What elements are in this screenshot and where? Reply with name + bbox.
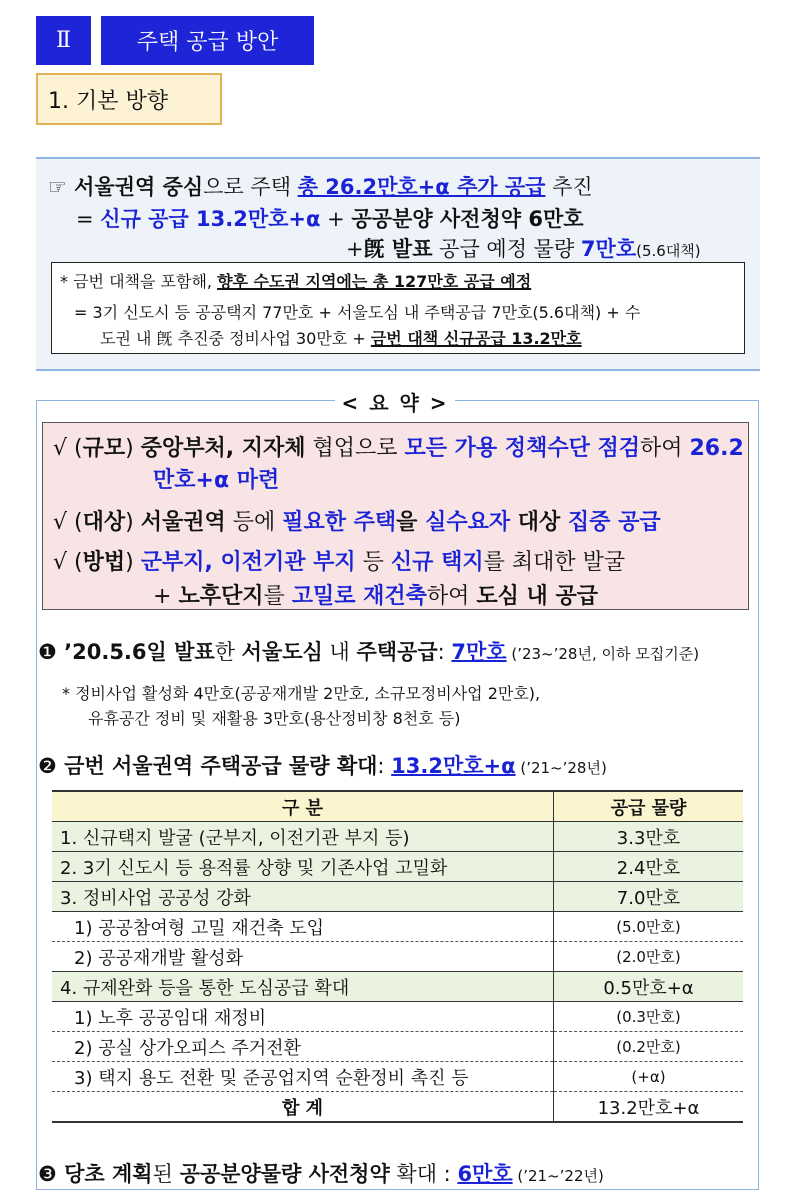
text: 서울도심	[241, 640, 323, 664]
subsection-title: 1. 기본 방향	[36, 73, 222, 125]
overview-line-1	[48, 171, 593, 201]
table-header-category: 구 분	[52, 791, 554, 822]
overview-line-3	[346, 233, 701, 263]
row-label: 1) 공공참여형 고밀 재건축 도입	[52, 912, 554, 942]
text: 대상	[82, 510, 126, 535]
overview-box	[36, 157, 760, 371]
announced-amount: 7만호	[580, 237, 637, 261]
text: 도권 내 旣 추진중 정비사업 30만호 +	[100, 329, 371, 348]
text: 집중 공급	[567, 510, 661, 535]
item-2-amount: 13.2만호+α	[391, 754, 516, 778]
row-label: 2) 공공재개발 활성화	[52, 942, 554, 972]
bullet-2-icon: ❷	[38, 754, 57, 778]
summary-row-scale-cont: 만호+α 마련	[153, 468, 280, 493]
row-value: 3.3만호	[554, 822, 744, 852]
text: 등	[355, 550, 391, 575]
summary-row-target	[53, 505, 661, 536]
text: 금번 대책 신규공급 13.2만호	[370, 329, 582, 348]
overview-line-2	[76, 203, 584, 233]
text: 으로 주택	[203, 175, 298, 199]
item-3-amount: 6만호	[457, 1162, 513, 1186]
text: 공공분양물량 사전청약	[179, 1162, 390, 1186]
table-header-row	[52, 791, 743, 822]
table-row	[52, 822, 743, 852]
total-value: 13.2만호+α	[554, 1092, 744, 1123]
item-2-heading	[38, 750, 607, 780]
table-row	[52, 912, 743, 942]
text: 규모	[82, 436, 126, 461]
text: (’23~’28년, 이하 모집기준)	[506, 645, 700, 663]
table-row	[52, 972, 743, 1002]
text: 된	[152, 1162, 180, 1186]
text: 실수요자	[425, 510, 511, 535]
item-1-amount: 7만호	[451, 640, 507, 664]
supply-table	[52, 790, 743, 1123]
overview-total: 총 26.2만호+α 추가 공급	[297, 175, 546, 199]
text: 서울권역	[140, 510, 226, 535]
text: 방법	[82, 550, 126, 575]
row-value: 2.4만호	[554, 852, 744, 882]
text: 노후단지	[178, 584, 264, 609]
text: √ (	[53, 436, 83, 461]
text: 금번 서울권역 주택공급 물량 확대	[56, 754, 378, 778]
pre-subscription: 공공분양 사전청약 6만호	[351, 207, 584, 231]
row-value: 0.5만호+α	[554, 972, 744, 1002]
section-number: Ⅱ	[36, 16, 91, 65]
table-row	[52, 852, 743, 882]
text: 주택공급	[356, 640, 438, 664]
text: 하여	[426, 584, 477, 609]
text: =	[76, 207, 101, 231]
summary-row-method	[53, 545, 625, 576]
text: 내	[322, 640, 357, 664]
text: 군부지, 이전기관 부지	[140, 550, 356, 575]
summary-box	[42, 422, 749, 610]
text: )	[125, 436, 141, 461]
text: 旣 발표	[363, 237, 433, 261]
text: +	[153, 584, 179, 609]
text: 고밀로 재건축	[291, 584, 427, 609]
table-row	[52, 1062, 743, 1092]
row-label: 4. 규제완화 등을 통한 도심공급 확대	[52, 972, 554, 1002]
table-row	[52, 1002, 743, 1032]
text: +	[320, 207, 352, 231]
text: √ (	[53, 510, 83, 535]
text: :	[377, 754, 392, 778]
row-label: 2) 공실 상가오피스 주거전환	[52, 1032, 554, 1062]
text: 한	[214, 640, 242, 664]
row-label: 3. 정비사업 공공성 강화	[52, 882, 554, 912]
summary-label: < 요 약 >	[335, 387, 455, 415]
row-value: 7.0만호	[554, 882, 744, 912]
row-value: (5.0만호)	[554, 912, 744, 942]
table-header-amount: 공급 물량	[554, 791, 744, 822]
text: 를	[263, 584, 292, 609]
text: (’21~’28년)	[515, 759, 607, 777]
bullet-3-icon: ❸	[38, 1162, 57, 1186]
item-3-heading	[38, 1158, 604, 1188]
new-supply: 신규 공급 13.2만호+α	[100, 207, 321, 231]
note-line-3	[100, 326, 582, 349]
row-label: 3) 택지 용도 전환 및 준공업지역 순환정비 촉진 등	[52, 1062, 554, 1092]
item-1-note-1: * 정비사업 활성화 4만호(공공재개발 2만호, 소규모정비사업 2만호),	[62, 684, 541, 703]
table-row	[52, 942, 743, 972]
text: 도심 내 공급	[476, 584, 598, 609]
text: 당초 계획	[56, 1162, 153, 1186]
text: 협업으로	[305, 436, 405, 461]
text: 26.2	[689, 436, 744, 461]
overview-note-box	[51, 262, 745, 354]
table-total-row	[52, 1092, 743, 1123]
item-1-heading	[38, 636, 699, 666]
row-value: (0.3만호)	[554, 1002, 744, 1032]
section-title: 주택 공급 방안	[101, 16, 314, 65]
text: +	[346, 237, 364, 261]
text: 향후 수도권 지역에는 총 127만호 공급 예정	[217, 272, 532, 291]
text: 공급 예정 물량	[432, 237, 581, 261]
row-value: (0.2만호)	[554, 1032, 744, 1062]
row-label: 1. 신규택지 발굴 (군부지, 이전기관 부지 등)	[52, 822, 554, 852]
table-row	[52, 882, 743, 912]
text: 하여	[639, 436, 690, 461]
text: (’21~’22년)	[512, 1167, 604, 1185]
text: 중앙부처, 지자체	[140, 436, 306, 461]
text: (5.6대책)	[636, 242, 701, 260]
total-label: 합 계	[52, 1092, 554, 1123]
text: :	[437, 640, 452, 664]
table-row	[52, 1032, 743, 1062]
row-label: 2. 3기 신도시 등 용적률 상향 및 기존사업 고밀화	[52, 852, 554, 882]
row-value: (+α)	[554, 1062, 744, 1092]
text: * 금번 대책을 포함해,	[60, 272, 218, 291]
summary-row-scale	[53, 431, 744, 462]
note-line-1	[60, 269, 531, 292]
text: )	[125, 510, 141, 535]
text: 필요한 주택	[282, 510, 397, 535]
text: 신규 택지	[390, 550, 484, 575]
text: √ (	[53, 550, 83, 575]
text: 모든 가용 정책수단 점검	[404, 436, 640, 461]
text: 를 최대한 발굴	[483, 550, 626, 575]
item-1-note-2: 유휴공간 정비 및 재활용 3만호(용산정비창 8천호 등)	[88, 709, 461, 728]
text: 대상	[510, 510, 568, 535]
row-value: (2.0만호)	[554, 942, 744, 972]
text: )	[125, 550, 141, 575]
text: 등에	[225, 510, 283, 535]
text: 을	[396, 510, 426, 535]
summary-row-method-cont	[153, 579, 598, 610]
overview-region: ☞ 서울권역 중심	[48, 175, 204, 199]
note-line-2: = 3기 신도시 등 공공택지 77만호 + 서울도심 내 주택공급 7만호(5.6대책) + 수	[74, 303, 641, 322]
text: 확대 :	[389, 1162, 458, 1186]
bullet-1-icon: ❶	[38, 640, 57, 664]
row-label: 1) 노후 공공임대 재정비	[52, 1002, 554, 1032]
text: 추진	[545, 175, 593, 199]
text: ’20.5.6일 발표	[56, 640, 215, 664]
